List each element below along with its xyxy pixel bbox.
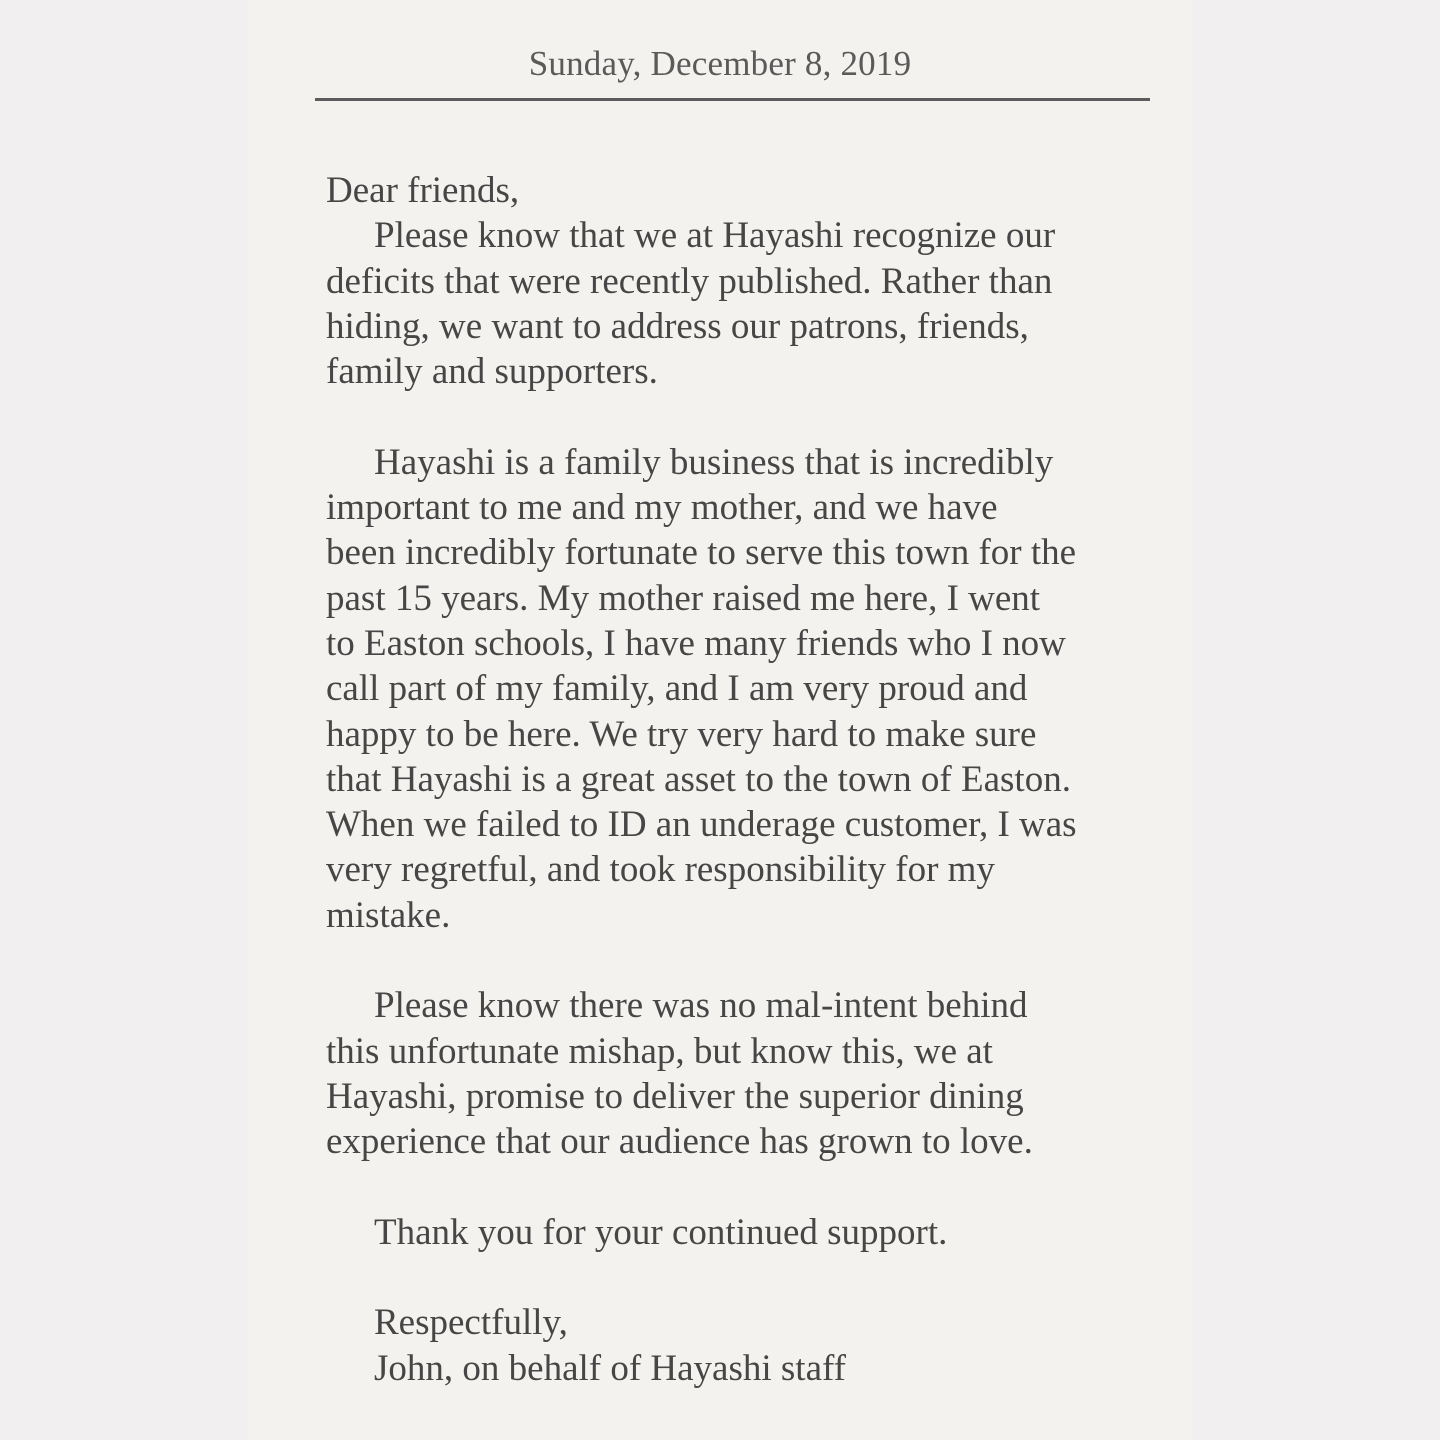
paragraph-1-line: family and supporters.: [326, 351, 658, 393]
paragraph-2-line: been incredibly fortunate to serve this town for the: [326, 532, 1077, 574]
closing: Respectfully,: [374, 1302, 568, 1344]
paragraph-3-line: Please know there was no mal-intent behind: [374, 985, 1028, 1027]
paragraph-gap: [326, 394, 1156, 439]
paragraph-2-line: call part of my family, and I am very proud and: [326, 668, 1028, 710]
paragraph-1-line: Please know that we at Hayashi recognize our: [374, 215, 1056, 257]
paragraph-2-line: When we failed to ID an underage customer, I was: [326, 804, 1077, 846]
salutation: Dear friends,: [326, 170, 520, 211]
paragraph-2-line: happy to be here. We try very hard to make sure: [326, 713, 1037, 755]
header-divider: [315, 98, 1150, 101]
thanks-line: Thank you for your continued support.: [374, 1211, 948, 1253]
paragraph-gap: [326, 1165, 1156, 1210]
paragraph-2-line: very regretful, and took responsibility for my: [326, 849, 995, 891]
paragraph-2-line: to Easton schools, I have many friends who I now: [326, 622, 1066, 664]
paragraph-1-line: deficits that were recently published. Rather than: [326, 260, 1053, 302]
paragraph-2-line: that Hayashi is a great asset to the town of Easton.: [326, 758, 1071, 800]
paragraph-2-line: mistake.: [326, 894, 451, 936]
paragraph-2-line: important to me and my mother, and we have: [326, 487, 998, 529]
letter-page: [248, 0, 1192, 1440]
paragraph-2-line: past 15 years. My mother raised me here, I went: [326, 577, 1041, 619]
letter-date: Sunday, December 8, 2019: [528, 44, 912, 83]
signature: John, on behalf of Hayashi staff: [374, 1347, 846, 1389]
paragraph-1-line: hiding, we want to address our patrons, friends,: [326, 305, 1029, 347]
letter-body: [326, 168, 1156, 1391]
paragraph-3-line: Hayashi, promise to deliver the superior dining: [326, 1075, 1024, 1117]
paragraph-2-line: Hayashi is a family business that is incredibly: [374, 441, 1054, 483]
paragraph-gap: [326, 1255, 1156, 1300]
paragraph-3-line: this unfortunate mishap, but know this, we at: [326, 1030, 993, 1072]
paragraph-gap: [326, 938, 1156, 983]
paragraph-3-line: experience that our audience has grown to love.: [326, 1121, 1033, 1163]
